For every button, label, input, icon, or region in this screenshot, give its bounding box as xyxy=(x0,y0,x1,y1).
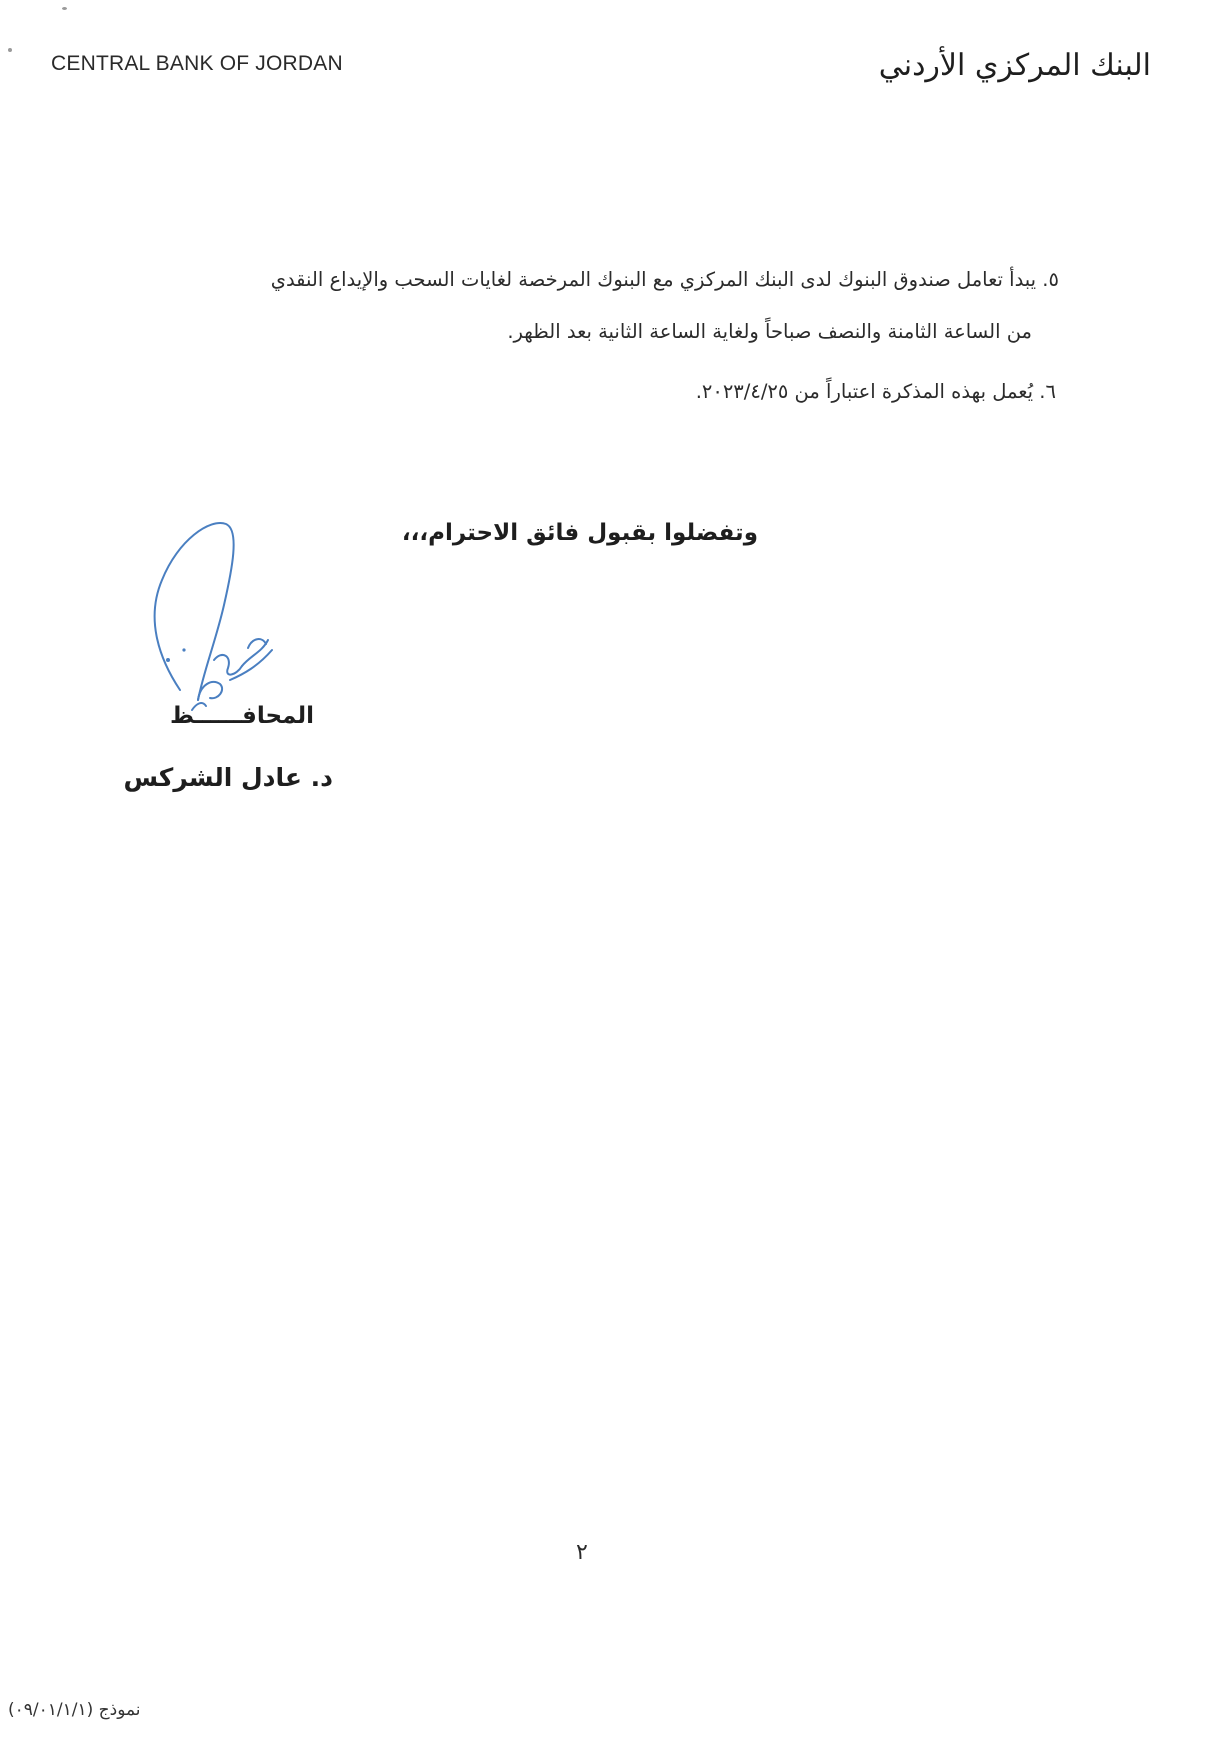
header-org-name-ar: البنك المركزي الأردني xyxy=(878,48,1151,83)
scan-speck xyxy=(62,7,67,10)
scan-speck xyxy=(8,48,12,52)
page-number: ٢ xyxy=(576,1540,588,1565)
signatory-name: د. عادل الشركس xyxy=(123,763,333,792)
handwritten-signature xyxy=(140,510,310,730)
item-6: ٦. يُعمل بهذه المذكرة اعتباراً من ٢٠٢٣/٤/٢٥. xyxy=(695,380,1056,403)
header-org-name-en: CENTRAL BANK OF JORDAN xyxy=(51,52,343,75)
closing-phrase: وتفضلوا بقبول فائق الاحترام،،، xyxy=(401,520,758,546)
signatory-title: المحافــــــظ xyxy=(169,703,314,729)
item-5-line-1: ٥. يبدأ تعامل صندوق البنوك لدى البنك المركزي مع البنوك المرخصة لغايات السحب والإيداع النقدي xyxy=(270,268,1059,291)
item-5-line-2: من الساعة الثامنة والنصف صباحاً ولغاية الساعة الثانية بعد الظهر. xyxy=(507,320,1032,343)
form-code: نموذج (٠٩/٠١/١/١) xyxy=(8,1700,141,1720)
